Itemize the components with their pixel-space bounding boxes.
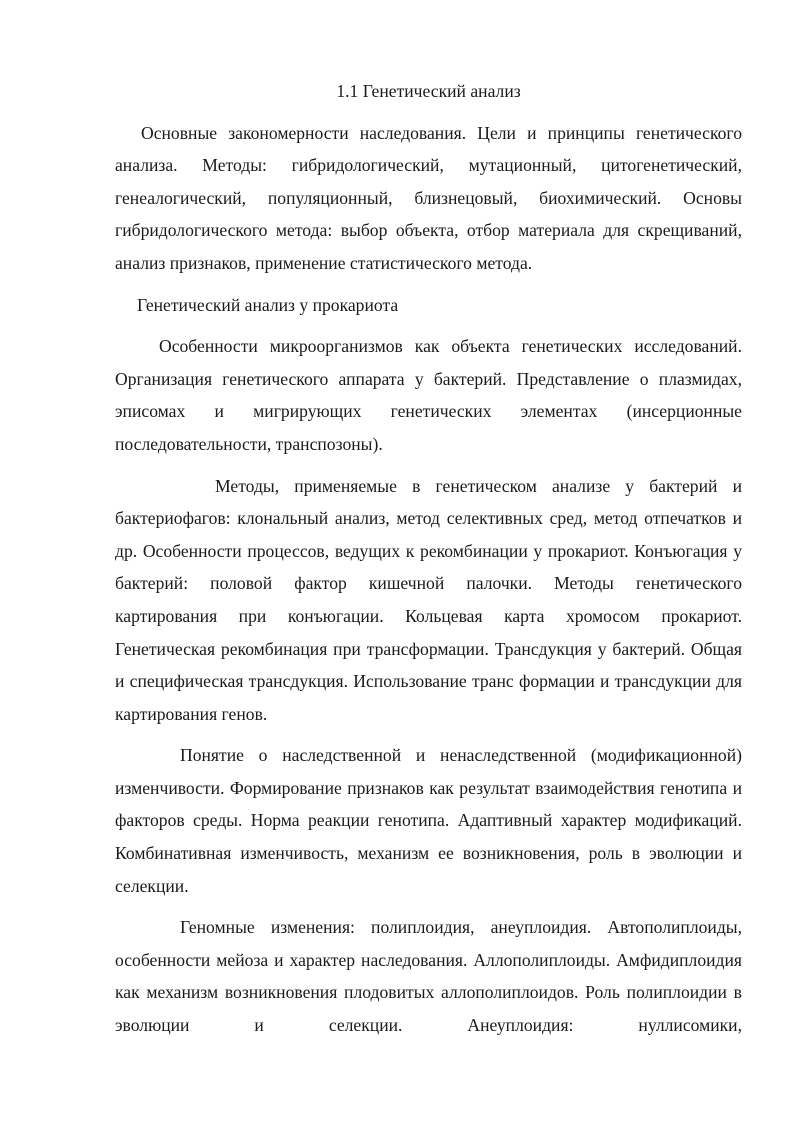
paragraph-microorganisms: Особенности микроорганизмов как объекта генетических исследований. Организация генетического аппарата у бактерий. Представление о плазмидах, эписомах и мигрирующих генетических элементах (инсерционные последовательности, транспозоны).	[115, 336, 742, 454]
paragraph-bacterial-methods: Методы, применяемые в генетическом анализе у бактерий и бактериофагов: клональный анализ, метод селективных сред, метод отпечатков и др. Особенности процессов, ведущих к рекомбинации у прокариот. Конъюгация у бактерий: половой фактор кишечной палочки. Методы генетического картирования при конъюгации. Кольцевая карта хромосом прокариот. Генетическая рекомбинация при трансформации. Трансдукция у бактерий. Общая и специфическая трансдукция. Использование транс формации и трансдукции для картирования генов.	[115, 475, 742, 724]
section-title: 1.1 Генетический анализ	[336, 81, 521, 101]
paragraph-genome-changes: Геномные изменения: полиплоидия, анеуплоидия. Автополиплоиды, особенности мейоза и характер наследования. Аллополиплоиды. Амфидиплоидия как механизм возникновения плодовитых аллополиплоидов. Роль полиплоидии в эволюции и селекции. Анеуплоидия: нуллисомики,	[115, 917, 742, 1036]
subsection-heading-prokaryotes: Генетический анализ у прокариота	[137, 294, 399, 315]
paragraph-fundamentals: Основные закономерности наследования. Цели и принципы генетического анализа. Методы: гибридологический, мутационный, цитогенетический, генеалогический, популяционный, близнецовый, биохимический. Основы гибридологического метода: выбор объекта, отбор материала для скрещиваний, анализ признаков, применение статистического метода.	[115, 122, 742, 273]
paragraph-variability: Понятие о наследственной и ненаследственной (модификационной) изменчивости. Формирование признаков как результат взаимодействия генотипа и факторов среды. Норма реакции генотипа. Адаптивный характер модификаций. Комбинативная изменчивость, механизм ее возникновения, роль в эволюции и селекции.	[115, 745, 742, 896]
document-body	[115, 75, 742, 1051]
